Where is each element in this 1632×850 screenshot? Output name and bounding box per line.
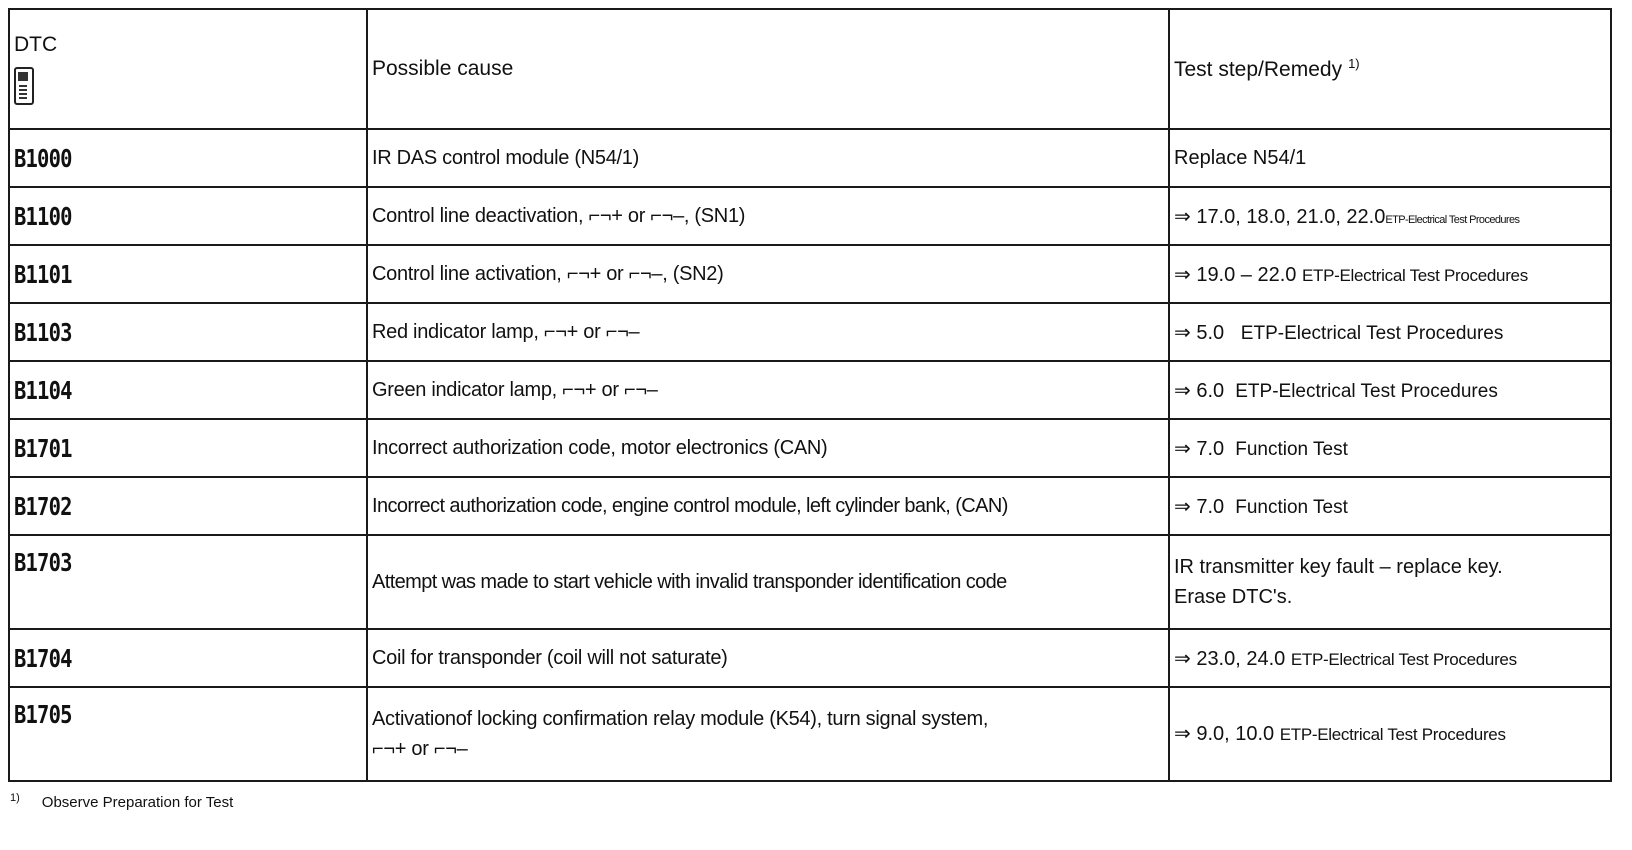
cell-remedy bbox=[1169, 687, 1611, 781]
dtc-code: B1000 bbox=[14, 143, 72, 173]
header-cause-label: Possible cause bbox=[372, 57, 514, 80]
cause-text: Incorrect authorization code, engine control module, left cylinder bank, (CAN) bbox=[372, 494, 1008, 517]
diagnostic-tester-icon bbox=[14, 67, 34, 105]
remedy-reference: Function Test bbox=[1235, 438, 1348, 460]
dtc-code: B1704 bbox=[14, 643, 72, 673]
cell-cause bbox=[367, 187, 1169, 245]
cell-dtc bbox=[9, 419, 367, 477]
dtc-code: B1104 bbox=[14, 375, 72, 405]
table-row bbox=[9, 687, 1611, 781]
cell-remedy bbox=[1169, 245, 1611, 303]
cell-dtc bbox=[9, 129, 367, 187]
table-row bbox=[9, 303, 1611, 361]
cell-dtc bbox=[9, 535, 367, 629]
cell-remedy bbox=[1169, 303, 1611, 361]
dtc-table bbox=[8, 8, 1612, 782]
dtc-code: B1100 bbox=[14, 201, 72, 231]
cell-dtc bbox=[9, 361, 367, 419]
table-row bbox=[9, 245, 1611, 303]
cell-dtc bbox=[9, 245, 367, 303]
cell-dtc bbox=[9, 629, 367, 687]
cell-remedy bbox=[1169, 629, 1611, 687]
remedy-text: ⇒ 9.0, 10.0 bbox=[1174, 722, 1275, 745]
remedy-text: ⇒ 6.0 bbox=[1174, 379, 1225, 402]
cause-text: Incorrect authorization code, motor electronics (CAN) bbox=[372, 436, 828, 459]
table-row bbox=[9, 187, 1611, 245]
footnote-text: Observe Preparation for Test bbox=[41, 794, 234, 811]
cell-remedy bbox=[1169, 535, 1611, 629]
header-remedy-label: Test step/Remedy bbox=[1174, 58, 1343, 81]
dtc-code: B1702 bbox=[14, 491, 72, 521]
table-header-row bbox=[9, 9, 1611, 129]
footnote-mark: 1) bbox=[10, 792, 20, 804]
table-row bbox=[9, 361, 1611, 419]
header-remedy-footnote-mark: 1) bbox=[1348, 56, 1360, 71]
remedy-text: ⇒ 23.0, 24.0 bbox=[1174, 647, 1286, 670]
remedy-reference: ETP-Electrical Test Procedures bbox=[1235, 380, 1498, 402]
remedy-reference: ETP-Electrical Test Procedures bbox=[1240, 322, 1504, 344]
dtc-code: B1103 bbox=[14, 317, 72, 347]
remedy-reference: ETP-Electrical Test Procedures bbox=[1301, 265, 1528, 285]
cause-text: Activationof locking confirmation relay module (K54), turn signal system, bbox=[372, 708, 989, 730]
remedy-text: ⇒ 5.0 bbox=[1174, 321, 1225, 344]
cell-cause bbox=[367, 535, 1169, 629]
cell-remedy bbox=[1169, 361, 1611, 419]
cause-text: IR DAS control module (N54/1) bbox=[372, 146, 639, 169]
remedy-text: IR transmitter key fault – replace key. bbox=[1174, 556, 1503, 578]
remedy-reference: ETP-Electrical Test Procedures bbox=[1290, 649, 1517, 669]
dtc-code: B1101 bbox=[14, 259, 72, 289]
cause-text: Attempt was made to start vehicle with invalid transponder identification code bbox=[372, 571, 1007, 593]
table-row bbox=[9, 129, 1611, 187]
cause-text-line2: ⌐¬+ or ⌐¬– bbox=[372, 738, 468, 760]
cell-dtc bbox=[9, 477, 367, 535]
header-cause bbox=[367, 9, 1169, 129]
cause-text: Control line activation, ⌐¬+ or ⌐¬–, (SN2) bbox=[372, 262, 724, 285]
dtc-code: B1705 bbox=[14, 700, 72, 729]
cause-text: Control line deactivation, ⌐¬+ or ⌐¬–, (SN1) bbox=[372, 204, 746, 227]
cell-remedy bbox=[1169, 477, 1611, 535]
cell-dtc bbox=[9, 187, 367, 245]
cell-remedy bbox=[1169, 129, 1611, 187]
table-row bbox=[9, 419, 1611, 477]
footnote bbox=[10, 792, 233, 811]
remedy-text: ⇒ 17.0, 18.0, 21.0, 22.0 bbox=[1174, 205, 1386, 228]
cell-cause bbox=[367, 419, 1169, 477]
remedy-reference: Function Test bbox=[1235, 496, 1348, 518]
dtc-code: B1701 bbox=[14, 433, 72, 463]
remedy-text: ⇒ 7.0 bbox=[1174, 437, 1225, 460]
cell-cause bbox=[367, 629, 1169, 687]
remedy-text: Replace N54/1 bbox=[1174, 146, 1307, 169]
remedy-reference: ETP-Electrical Test Procedures bbox=[1385, 213, 1520, 226]
cell-remedy bbox=[1169, 419, 1611, 477]
header-dtc bbox=[9, 9, 367, 129]
table-row bbox=[9, 477, 1611, 535]
cell-dtc bbox=[9, 303, 367, 361]
cell-cause bbox=[367, 129, 1169, 187]
remedy-text: ⇒ 7.0 bbox=[1174, 495, 1225, 518]
cell-remedy bbox=[1169, 187, 1611, 245]
cell-cause bbox=[367, 361, 1169, 419]
cell-cause bbox=[367, 303, 1169, 361]
header-remedy bbox=[1169, 9, 1611, 129]
remedy-text-line2: Erase DTC's. bbox=[1174, 586, 1293, 608]
dtc-code: B1703 bbox=[14, 548, 72, 577]
cause-text: Red indicator lamp, ⌐¬+ or ⌐¬– bbox=[372, 320, 640, 343]
remedy-text: ⇒ 19.0 – 22.0 bbox=[1174, 263, 1297, 286]
remedy-reference: ETP-Electrical Test Procedures bbox=[1279, 724, 1506, 744]
table-row bbox=[9, 535, 1611, 629]
cell-cause bbox=[367, 245, 1169, 303]
cause-text: Coil for transponder (coil will not saturate) bbox=[372, 646, 728, 669]
cause-text: Green indicator lamp, ⌐¬+ or ⌐¬– bbox=[372, 378, 658, 401]
header-dtc-label: DTC bbox=[14, 33, 58, 56]
cell-dtc bbox=[9, 687, 367, 781]
cell-cause bbox=[367, 687, 1169, 781]
cell-cause bbox=[367, 477, 1169, 535]
table-row bbox=[9, 629, 1611, 687]
